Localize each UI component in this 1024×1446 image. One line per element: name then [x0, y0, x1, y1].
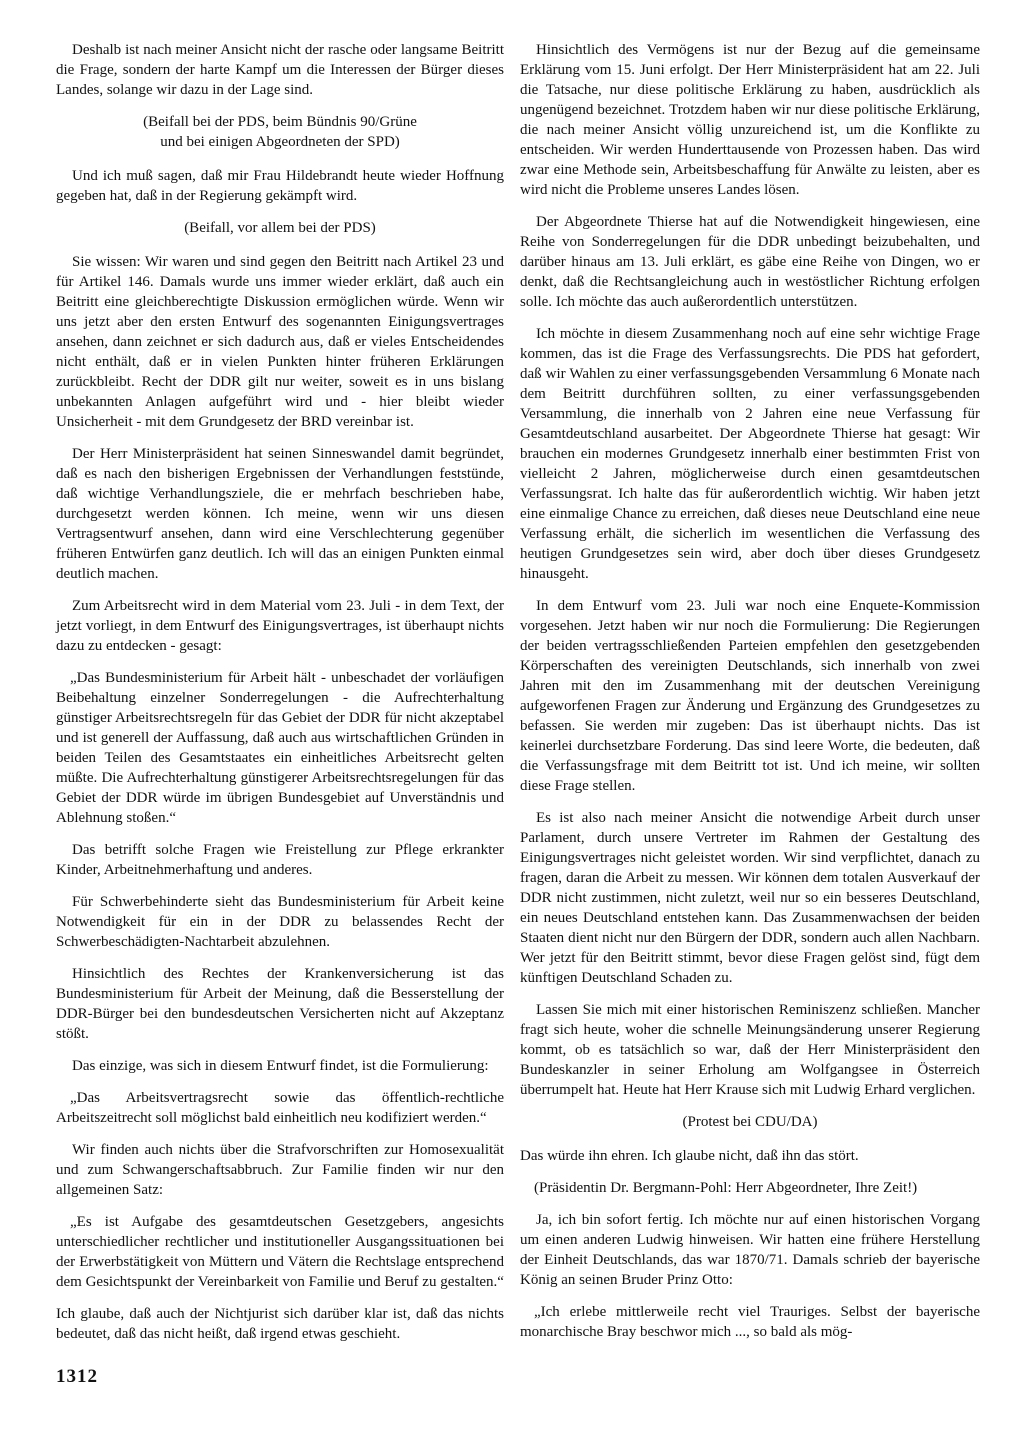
- left-column: [56, 40, 504, 1356]
- paragraph: Sie wissen: Wir waren und sind gegen den Beitritt nach Artikel 23 und für Artikel 146. Damals wurde uns immer wieder erklärt, daß auch ein Beitritt eine gleichberechtigte Diskussion ermöglichen würde. Wenn wir uns jetzt aber den ersten Entwurf des sogenannten Einigungsvertrages ansehen, dann zeichnet er sich dadurch aus, daß er vieles Entscheidendes nicht enthält, daß er in vielen Punkten hinter früheren Erklärungen zurückbleibt. Recht der DDR gilt nur weiter, soweit es in uns bislang unbekannten Anlagen aufgeführt wird und - hier bleibt wieder Unsicherheit - mit dem Grundgesetz der BRD vereinbar ist.: [56, 254, 504, 430]
- paragraph: Und ich muß sagen, daß mir Frau Hildebrandt heute wieder Hoffnung gegeben hat, daß in der Regierung gekämpft wird.: [56, 168, 504, 204]
- interjection: (Beifall bei der PDS, beim Bündnis 90/Grüne und bei einigen Abgeordneten der SPD): [143, 114, 417, 150]
- paragraph: Wir finden auch nichts über die Strafvorschriften zur Homosexualität und zum Schwangerschaftsabbruch. Zur Familie finden wir nur den allgemeinen Satz:: [56, 1142, 504, 1198]
- paragraph: Das würde ihn ehren. Ich glaube nicht, daß ihn das stört.: [520, 1148, 859, 1164]
- right-column: [520, 40, 980, 1354]
- paragraph: Es ist also nach meiner Ansicht die notwendige Arbeit durch unser Parlament, durch unsere Vertreter im Rahmen der Gestaltung des Einigungsvertrages nicht geleistet worden. Wir sind verpflichtet, danach zu fragen, daran die Arbeit zu messen. Wir können dem totalen Ausverkauf der DDR nicht zustimmen, nicht zuletzt, weil nur so ein besseres Deutschland, ein neues Deutschland entstehen kann. Das Zusammenwachsen der beiden Staaten dient nicht nur den Bürgern der DDR, sondern auch allen Nachbarn. Wer jetzt für den Beitritt stimmt, bevor diese Fragen gelöst sind, fügt dem künftigen Deutschland Schaden zu.: [520, 810, 980, 986]
- paragraph: Ich möchte in diesem Zusammenhang noch auf eine sehr wichtige Frage kommen, das ist die Frage des Verfassungsrechts. Die PDS hat gefordert, daß wir Wahlen zu einer verfassungsgebenden Versammlung 6 Monate nach dem Beitritt durchführen sollten, zu einer verfassungsgebenden Versammlung, die innerhalb von 2 Jahren eine neue Verfassung für Gesamtdeutschland ausarbeitet. Der Abgeordnete Thierse hat gesagt: Wir brauchen ein modernes Grundgesetz innerhalb einer bestimmten Frist von vielleicht 2 Jahren, möglicherweise durch einen gesamtdeutschen Verfassungsrat. Ich halte das für außerordentlich wichtig. Wir haben jetzt eine einmalige Chance zu erreichen, daß dieses neue Deutschland eine neue Verfassung erhält, die sicherlich im wesentlichen die Verfassung des heutigen Grundgesetzes sein wird, aber doch über dieses Grundgesetz hinausgeht.: [520, 326, 980, 582]
- paragraph: Ich glaube, daß auch der Nichtjurist sich darüber klar ist, daß das nichts bedeutet, daß das nicht heißt, daß irgend etwas geschieht.: [56, 1306, 504, 1342]
- interjection: (Protest bei CDU/DA): [682, 1114, 818, 1130]
- paragraph: Lassen Sie mich mit einer historischen Reminiszenz schließen. Mancher fragt sich heute, woher die schnelle Meinungsänderung unserer Regierung kommt, ob es tatsächlich so war, daß der Herr Ministerpräsident den Bundeskanzler in seiner Erholung am Wolfgangsee in Österreich überrumpelt hat. Heute hat Herr Krause sich mit Ludwig Erhard verglichen.: [520, 1002, 980, 1098]
- paragraph: Hinsichtlich des Rechtes der Krankenversicherung ist das Bundesministerium für Arbeit der Meinung, daß die Besserstellung der DDR-Bürger bei den bundesdeutschen Versicherten nicht auf Akzeptanz stößt.: [56, 966, 504, 1042]
- paragraph: Für Schwerbehinderte sieht das Bundesministerium für Arbeit keine Notwendigkeit für ein in der DDR zu belassendes Recht der Schwerbeschädigten-Nachtarbeit abzulehnen.: [56, 894, 504, 950]
- interjection: (Beifall, vor allem bei der PDS): [184, 220, 376, 236]
- paragraph: Ja, ich bin sofort fertig. Ich möchte nur auf einen historischen Vorgang um einen anderen Ludwig hinweisen. Wir hatten eine frühere Herstellung der Einheit Deutschlands, das war 1870/71. Damals schrieb der bayerische König an seinen Bruder Prinz Otto:: [520, 1212, 980, 1288]
- quotation: „Ich erlebe mittlerweile recht viel Trauriges. Selbst der bayerische monarchische Bray beschwor mich ..., so bald als mög-: [520, 1304, 980, 1340]
- paragraph: Hinsichtlich des Vermögens ist nur der Bezug auf die gemeinsame Erklärung vom 15. Juni erfolgt. Der Herr Ministerpräsident hat am 22. Juli die Tatsache, nur diese politische Erklärung zu haben, ausdrücklich als ungenügend bezeichnet. Trotzdem haben wir nur diese politische Erklärung, die nach meiner Ansicht völlig unzureichend ist, um die Konflikte zu entscheiden. Wir werden Hunderttausende von Prozessen haben. Das wird zwar eine Methode sein, Arbeitsbeschaffung für Anwälte zu leisten, aber es wird nicht die Probleme unseres Landes lösen.: [520, 42, 980, 198]
- page-number: 1312: [56, 1366, 98, 1387]
- paragraph: Der Herr Ministerpräsident hat seinen Sinneswandel damit begründet, daß es nach den bisherigen Ergebnissen der Verhandlungen feststünde, daß wichtige Verhandlungsziele, die er mehrfach beschrieben habe, durchgesetzt werden können. Ich meine, wenn wir uns diesen Vertragsentwurf ansehen, dann wird eine Verschlechterung gegenüber früheren Entwürfen ganz deutlich. Ich will das an einigen Punkten einmal deutlich machen.: [56, 446, 504, 582]
- paragraph: Zum Arbeitsrecht wird in dem Material vom 23. Juli - in dem Text, der jetzt vorliegt, in dem Entwurf des Einigungsvertrages, ist überhaupt nichts dazu zu entdecken - gesagt:: [56, 598, 504, 654]
- paragraph: Das einzige, was sich in diesem Entwurf findet, ist die Formulierung:: [72, 1058, 489, 1074]
- paragraph: Das betrifft solche Fragen wie Freistellung zur Pflege erkrankter Kinder, Arbeitnehmerhaftung und anderes.: [56, 842, 504, 878]
- quotation: „Das Bundesministerium für Arbeit hält - unbeschadet der vorläufigen Beibehaltung einzelner Sonderregelungen - die Aufrechterhaltung günstiger Arbeitsrechtsregeln für das Gebiet der DDR für nicht akzeptabel und ist generell der Auffassung, daß auch aus wirtschaftlichen Gründen in beiden Teilen des Gesamtstaates ein einheitliches Arbeitsrecht gelten müßte. Die Aufrechterhaltung günstigerer Arbeitsrechtsregelungen für das Gebiet der DDR würde im übrigen Bundesgebiet auf Unverständnis und Ablehnung stoßen.“: [56, 670, 504, 826]
- quotation: (Präsidentin Dr. Bergmann-Pohl: Herr Abgeordneter, Ihre Zeit!): [534, 1180, 918, 1196]
- quotation: „Das Arbeitsvertragsrecht sowie das öffentlich-rechtliche Arbeitszeitrecht soll möglichst bald einheitlich neu kodifiziert werden.“: [56, 1090, 504, 1126]
- quotation: „Es ist Aufgabe des gesamtdeutschen Gesetzgebers, angesichts unterschiedlicher rechtlicher und institutioneller Ausgangssituationen bei der Erwerbstätigkeit von Müttern und Vätern die Rechtslage entsprechend dem Gesichtspunkt der Vereinbarkeit von Familie und Beruf zu gestalten.“: [56, 1214, 504, 1290]
- paragraph: Deshalb ist nach meiner Ansicht nicht der rasche oder langsame Beitritt die Frage, sondern der harte Kampf um die Interessen der Bürger dieses Landes, solange wir dazu in der Lage sind.: [56, 42, 504, 98]
- paragraph: Der Abgeordnete Thierse hat auf die Notwendigkeit hingewiesen, eine Reihe von Sonderregelungen für die DDR unbedingt beizubehalten, und darüber hinaus am 13. Juli erklärt, es gäbe eine Reihe von Dingen, wo er denkt, daß die Rechtsangleichung auch in westöstlicher Richtung erfolgen solle. Ich möchte das auch außerordentlich unterstützen.: [520, 214, 980, 310]
- paragraph: In dem Entwurf vom 23. Juli war noch eine Enquete-Kommission vorgesehen. Jetzt haben wir nur noch die Formulierung: Die Regierungen der beiden vertragsschließenden Parteien empfehlen den gesetzgebenden Körperschaften des vereinigten Deutschlands, sich innerhalb von zwei Jahren mit den im Zusammenhang mit der deutschen Vereinigung aufgeworfenen Fragen zur Änderung und Ergänzung des Grundgesetzes zu befassen. Sie werden mir zugeben: Das ist überhaupt nichts. Das ist keinerlei durchsetzbare Forderung. Das sind leere Worte, die bedeuten, daß die Verfassungsfrage mit dem Beitritt tot ist. Und ich meine, wir sollten diese Frage stellen.: [520, 598, 980, 794]
